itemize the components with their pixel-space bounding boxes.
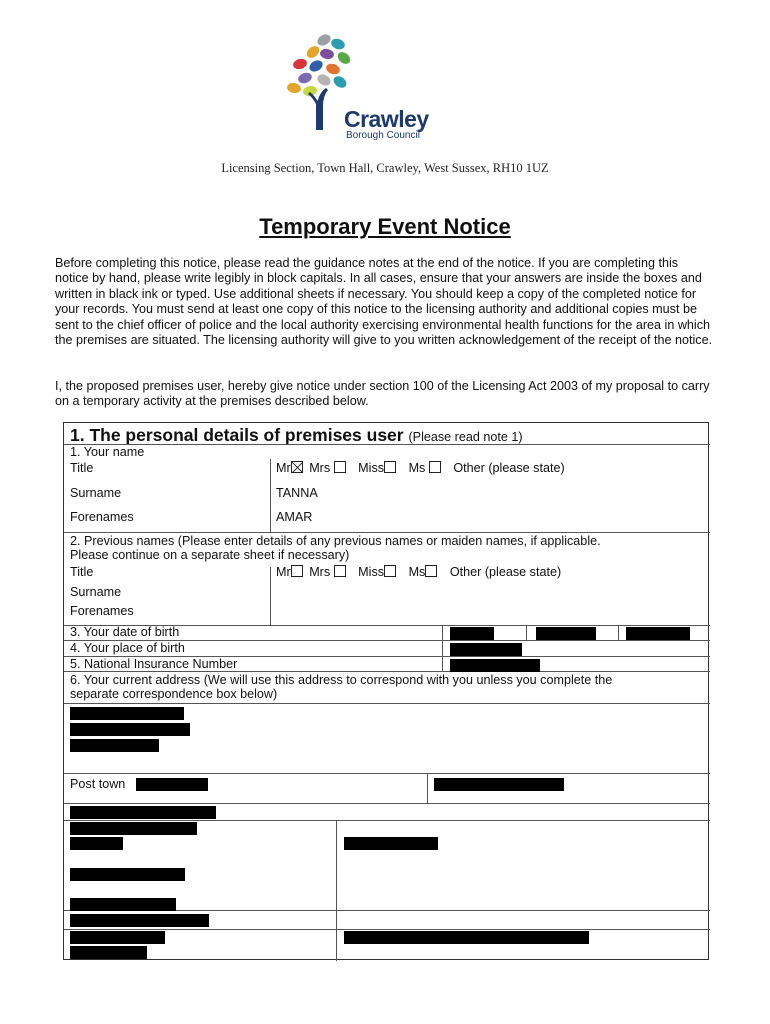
post-town-label: Post town	[70, 777, 126, 791]
title-option-miss[interactable]: Miss	[358, 461, 399, 475]
dob-label: 3. Your date of birth	[70, 625, 180, 639]
pob-label: 4. Your place of birth	[70, 641, 185, 655]
page-title: Temporary Event Notice	[259, 214, 511, 239]
prev-surname-label: Surname	[70, 585, 122, 599]
forenames-value[interactable]: AMAR	[276, 510, 313, 524]
redacted-field-j	[70, 946, 147, 959]
forenames-label: Forenames	[70, 510, 134, 524]
prev-checkbox-mrs-icon[interactable]	[334, 565, 346, 577]
section-heading: 1. The personal details of premises user (Please read note 1)	[70, 425, 523, 445]
checkbox-miss-icon[interactable]	[384, 461, 396, 473]
redacted-ni-number	[450, 659, 540, 672]
redacted-field-e	[70, 868, 185, 881]
previous-names-instruction-2: Please continue on a separate sheet if necessary)	[70, 548, 350, 562]
redacted-postcode	[434, 778, 564, 791]
prev-forenames-label: Forenames	[70, 604, 134, 618]
logo-title: Crawley	[344, 106, 429, 132]
office-address: Licensing Section, Town Hall, Crawley, West Sussex, RH10 1UZ	[221, 161, 549, 175]
redacted-field-c	[70, 837, 123, 850]
prev-checkbox-mr-icon[interactable]	[291, 565, 303, 577]
redacted-address-line-3	[70, 739, 159, 752]
checkbox-ms-icon[interactable]	[429, 461, 441, 473]
redacted-field-g	[70, 914, 209, 927]
prev-option-other[interactable]: Other (please state)	[449, 565, 562, 579]
title-option-mrs[interactable]: Mrs	[309, 461, 348, 475]
surname-label: Surname	[70, 486, 122, 500]
previous-names-instruction: 2. Previous names (Please enter details of any previous names or maiden names, if applicable.	[70, 534, 601, 548]
redacted-dob-month	[536, 627, 596, 640]
declaration-paragraph: I, the proposed premises user, hereby give notice under section 100 of the Licensing Act 2003 of my proposal to carry on a temporary activity at the premises described below.	[55, 379, 710, 409]
your-name-label: 1. Your name	[70, 445, 145, 459]
address-instruction-2: separate correspondence box below)	[70, 687, 278, 701]
prev-option-miss[interactable]: Miss	[358, 565, 399, 579]
title-option-mr[interactable]: Mr	[276, 461, 306, 475]
title-option-ms[interactable]: Ms	[409, 461, 444, 475]
intro-paragraph: Before completing this notice, please read the guidance notes at the end of the notice. If you are completing this notice by hand, please write legibly in block capitals. In all cases, ensure that your answers are inside the boxes and written in black ink or typed. Use additional sheets if necessary. You should keep a copy of the completed notice for your records. You must send at least one copy of this notice to the licensing authority and additional copies must be sent to the chief officer of police and the local authority exercising environmental health functions for the area in which the premises are situated. The licensing authority will give to you written acknowledgement of the receipt of the notice.	[55, 256, 713, 348]
redacted-field-f	[70, 898, 176, 911]
address-instruction: 6. Your current address (We will use this address to correspond with you unless you complete the	[70, 673, 613, 687]
redacted-field-h	[70, 931, 165, 944]
council-logo	[280, 30, 450, 145]
prev-checkbox-miss-icon[interactable]	[384, 565, 396, 577]
redacted-dob-day	[450, 627, 494, 640]
redacted-post-town	[136, 778, 208, 791]
prev-title-options	[276, 565, 561, 580]
section-note: (Please read note 1)	[408, 430, 523, 444]
prev-option-mrs[interactable]: Mrs	[309, 565, 348, 579]
prev-checkbox-ms-icon[interactable]	[425, 565, 437, 577]
redacted-field-b	[70, 822, 197, 835]
redacted-field-i	[344, 931, 589, 944]
prev-title-label: Title	[70, 565, 94, 579]
redacted-place-of-birth	[450, 643, 522, 656]
title-options	[276, 461, 565, 476]
checkbox-mr-checked-icon[interactable]	[291, 461, 303, 473]
redacted-field-a	[70, 806, 216, 819]
prev-option-mr[interactable]: Mr	[276, 565, 306, 579]
premises-user-form	[63, 422, 709, 960]
title-option-other[interactable]: Other (please state)	[453, 461, 565, 475]
redacted-address-line-2	[70, 723, 190, 736]
title-label: Title	[70, 461, 94, 475]
redacted-field-d	[344, 837, 438, 850]
redacted-dob-year	[626, 627, 690, 640]
checkbox-mrs-icon[interactable]	[334, 461, 346, 473]
surname-value[interactable]: TANNA	[276, 486, 318, 500]
logo-subtitle: Borough Council	[346, 130, 420, 141]
ni-label: 5. National Insurance Number	[70, 657, 238, 671]
redacted-address-line-1	[70, 707, 184, 720]
prev-option-ms[interactable]: Ms	[409, 565, 441, 579]
